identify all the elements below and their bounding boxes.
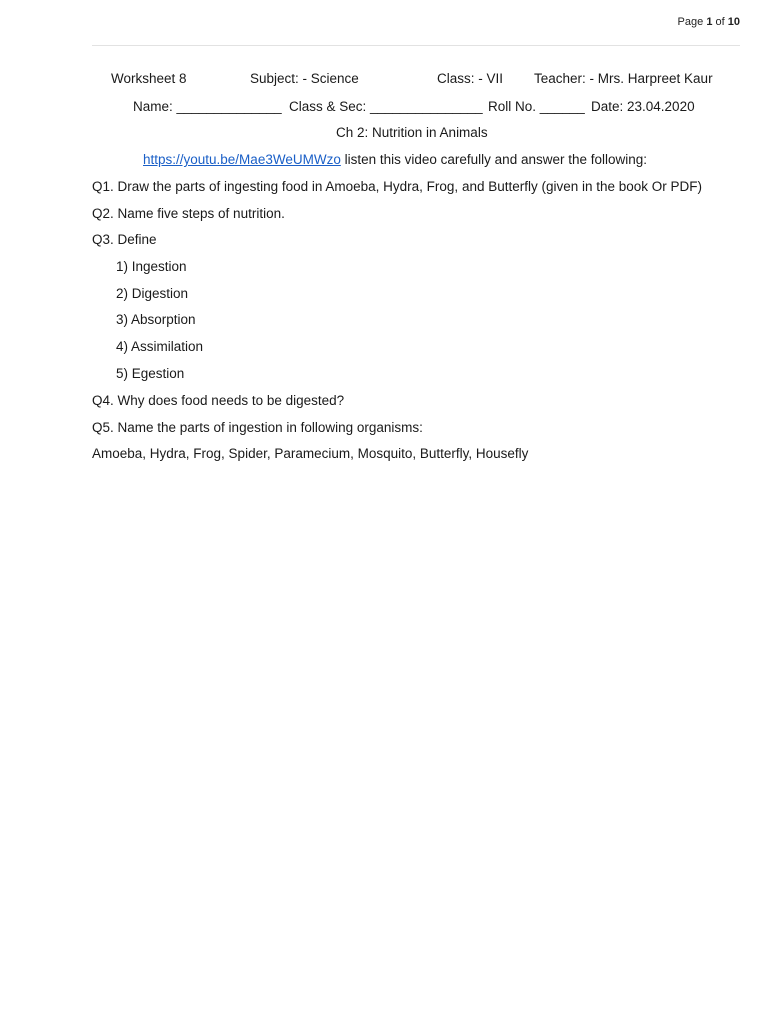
- organism-list: Amoeba, Hydra, Frog, Spider, Paramecium, Mosquito, Butterfly, Housefly: [92, 446, 529, 461]
- question-5: Q5. Name the parts of ingestion in following organisms:: [92, 420, 423, 435]
- page-indicator: [678, 16, 740, 28]
- video-line: [143, 152, 647, 168]
- q3-item-ingestion: 1) Ingestion: [116, 259, 187, 274]
- teacher-label: Teacher: - Mrs. Harpreet Kaur: [534, 71, 713, 86]
- page-of: of: [715, 16, 725, 28]
- page-current: 1: [706, 16, 713, 28]
- roll-no-field: Roll No. ______: [488, 99, 585, 114]
- question-2: Q2. Name five steps of nutrition.: [92, 206, 285, 221]
- q3-item-digestion: 2) Digestion: [116, 286, 189, 301]
- name-field: Name: ______________: [133, 99, 282, 114]
- subject-label: Subject: - Science: [250, 71, 359, 86]
- q3-item-absorption: 3) Absorption: [116, 312, 196, 327]
- date-field: Date: 23.04.2020: [591, 99, 695, 114]
- video-instruction: listen this video carefully and answer the following:: [344, 152, 648, 167]
- page-total: 10: [727, 16, 740, 28]
- video-link[interactable]: https://youtu.be/Mae3WeUMWzo: [143, 152, 341, 167]
- q3-item-assimilation: 4) Assimilation: [116, 339, 204, 354]
- question-4: Q4. Why does food needs to be digested?: [92, 393, 345, 408]
- class-label: Class: - VII: [437, 71, 504, 86]
- page-prefix: Page: [677, 16, 704, 28]
- header-divider: [92, 45, 740, 46]
- question-3: Q3. Define: [92, 232, 157, 247]
- q3-item-egestion: 5) Egestion: [116, 366, 185, 381]
- class-sec-field: Class & Sec: _______________: [289, 99, 483, 114]
- worksheet-number: Worksheet 8: [111, 71, 187, 86]
- chapter-title: Ch 2: Nutrition in Animals: [336, 125, 488, 140]
- question-1: Q1. Draw the parts of ingesting food in Amoeba, Hydra, Frog, and Butterfly (given in the book Or PDF): [92, 179, 703, 194]
